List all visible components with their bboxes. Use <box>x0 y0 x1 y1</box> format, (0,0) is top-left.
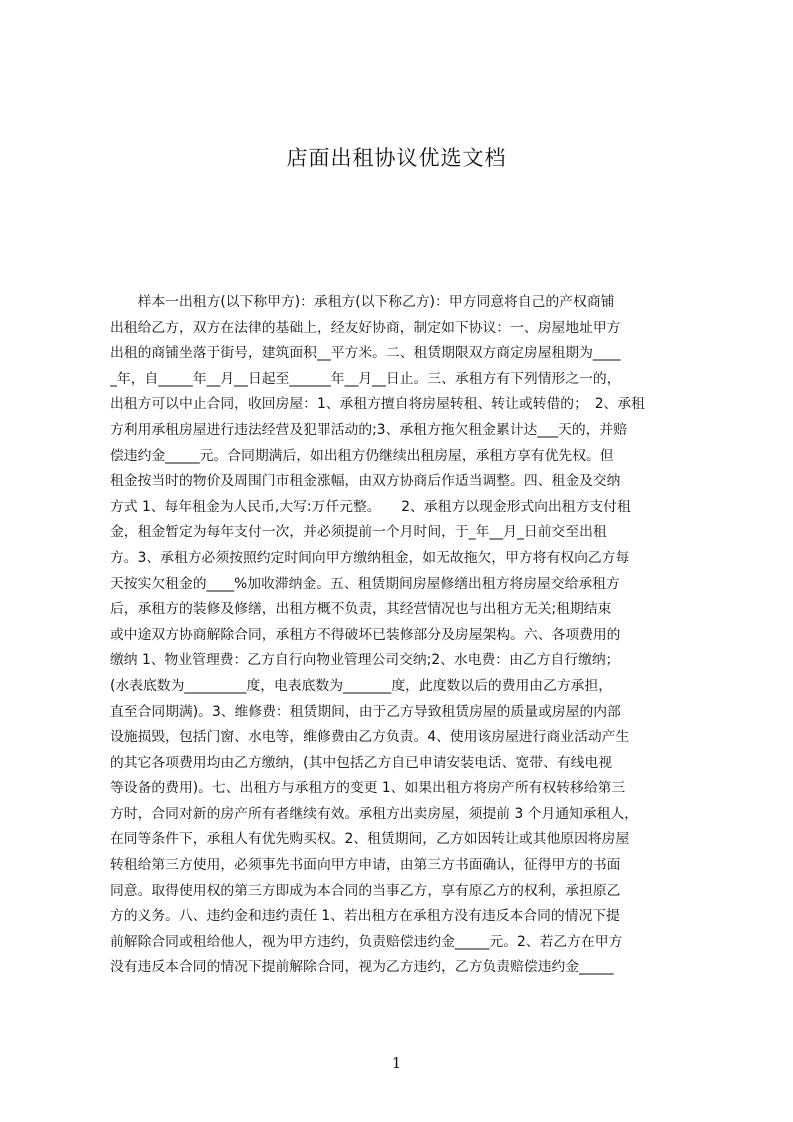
body-line: 后，承租方的装修及修缮，出租方概不负责，其经营情况也与出租方无关;租期结束 <box>110 601 612 618</box>
body-line: 或中途双方协商解除合同，承租方不得破坏已装修部分及房屋架构。六、各项费用的 <box>110 626 621 643</box>
body-line: 偿违约金_____元。合同期满后，如出租方仍继续出租房屋，承租方享有优先权。但 <box>110 447 614 464</box>
body-line: 样本一出租方(以下称甲方)：承租方(以下称乙方)：甲方同意将自己的产权商铺 <box>110 294 615 310</box>
body-line: 缴纳 1、物业管理费：乙方自行向物业管理公司交纳;2、水电费：由乙方自行缴纳； <box>110 652 620 669</box>
body-line: 方。3、承租方必须按照约定时间向甲方缴纳租金，如无故拖欠，甲方将有权向乙方每 <box>110 549 630 566</box>
body-line: 的其它各项费用均由乙方缴纳，(其中包括乙方自已申请安装电话、宽带、有线电视 <box>110 754 613 771</box>
body-line: 同意。取得使用权的第三方即成为本合同的当事乙方，享有原乙方的权利，承担原乙 <box>110 882 621 899</box>
body-line: 转租给第三方使用，必须事先书面向甲方申请，由第三方书面确认，征得甲方的书面 <box>110 857 621 874</box>
body-line: 天按实欠租金的____%加收滞纳金。五、租赁期间房屋修缮出租方将房屋交给承租方 <box>110 575 620 592</box>
body-line: _年，自_____年__月__日起至______年__月__日止。三、承租方有下列情形之一的， <box>110 370 621 387</box>
body-line: 租金按当时的物价及周围门市租金涨幅，由双方协商后作适当调整。四、租金及交纳 <box>110 473 621 490</box>
body-line: 等设备的费用)。七、出租方与承租方的变更 1、如果出租方将房产所有权转移给第三 <box>110 780 626 797</box>
body-line: 设施损毁，包括门窗、水电等，维修费由乙方负责。4、使用该房屋进行商业活动产生 <box>110 729 630 746</box>
body-line: (水表底数为_________度，电表底数为_______度，此度数以后的费用由乙方承担， <box>110 677 613 694</box>
body-line: 直至合同期满)。3、维修费：租赁期间，由于乙方导致租赁房屋的质量或房屋的内部 <box>110 703 621 720</box>
body-line: 出租的商铺坐落于街号，建筑面积__平方米。二、租赁期限双方商定房屋租期为____ <box>110 345 621 362</box>
body-line: 方时，合同对新的房产所有者继续有效。承租方出卖房屋，须提前 3 个月通知承租人， <box>110 805 639 822</box>
body-line: 没有违反本合同的情况下提前解除合同，视为乙方违约，乙方负责赔偿违约金_____ <box>110 959 614 976</box>
body-line: 金，租金暂定为每年支付一次，并必须提前一个月时间，于_年__月_日前交至出租 <box>110 524 607 541</box>
body-line: 出租方可以中止合同，收回房屋：1、承租方擅自将房屋转租、转让或转借的； 2、承租 <box>110 396 645 413</box>
body-line: 出租给乙方，双方在法律的基础上，经友好协商，制定如下协议：一、房屋地址甲方 <box>110 319 621 336</box>
body-line: 方式 1、每年租金为人民币,大写:万仟元整。 2、承租方以现金形式向出租方支付租 <box>110 498 631 515</box>
document-body <box>110 290 700 981</box>
body-line: 方的义务。八、违约金和违约责任 1、若出租方在承租方没有违反本合同的情况下提 <box>110 908 620 925</box>
document-title: 店面出租协议优选文档 <box>286 146 507 170</box>
body-line: 在同等条件下，承租人有优先购买权。2、租赁期间，乙方如因转让或其他原因将房屋 <box>110 831 630 848</box>
page-number: 1 <box>391 1054 402 1072</box>
body-line: 方利用承租房屋进行违法经营及犯罪活动的;3、承租方拖欠租金累计达___天的，并赔 <box>110 421 628 438</box>
body-line: 前解除合同或租给他人，视为甲方违约，负责赔偿违约金_____元。2、若乙方在甲方 <box>110 933 623 950</box>
